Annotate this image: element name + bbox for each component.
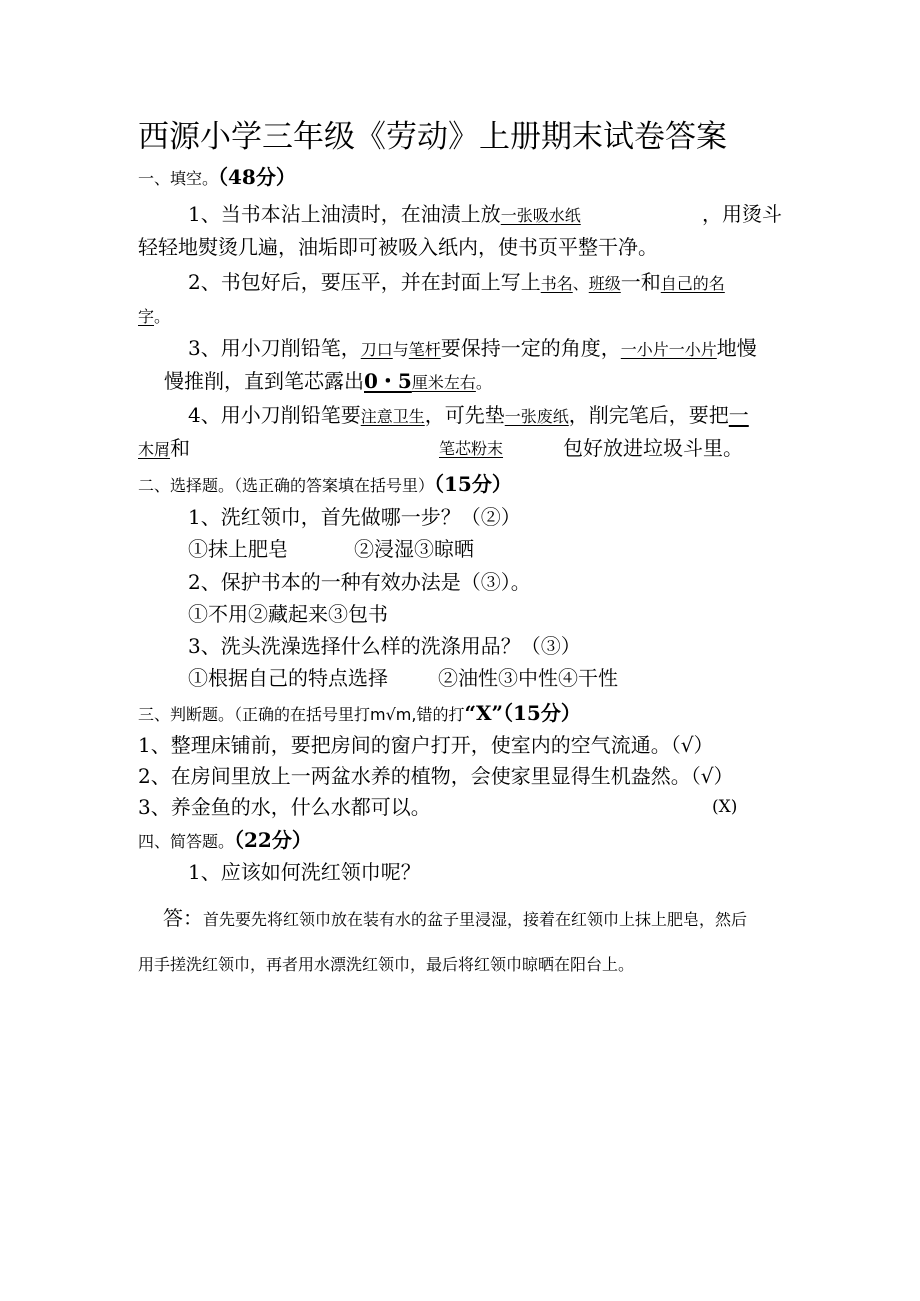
fill-q3-answer-1: 刀口 bbox=[360, 340, 393, 359]
fill-q4-answer-4: 笔芯粉末 bbox=[439, 439, 504, 458]
section-3-label: 三、判断题。（正确的在括号里打 bbox=[138, 705, 371, 724]
fill-q1-line1: 1、当书本沾上油渍时，在油渍上放一张吸水纸 bbox=[188, 202, 581, 226]
fill-q3-answer-4: 厘米左右 bbox=[411, 373, 476, 392]
section-1-score: （48分） bbox=[218, 165, 296, 189]
fill-q3-number: 0・5 bbox=[364, 369, 412, 393]
section-1-label: 一、填空。 bbox=[138, 169, 219, 188]
choice-q2-options: ①不用②藏起来③包书 bbox=[188, 602, 388, 626]
fill-q4-tail: 包好放进垃圾斗里。 bbox=[563, 436, 743, 460]
choice-q3: 3、洗头洗澡选择什么样的洗涤用品？（③） bbox=[188, 634, 581, 658]
fill-q2-line1: 2、书包好后，要压平，并在封面上写上书名、班级一和自己的名 bbox=[188, 270, 725, 294]
section-4-label: 四、简答题。 bbox=[138, 832, 235, 851]
fill-q1-line2: 轻轻地熨烫几遍，油垢即可被吸入纸内，使书页平整干净。 bbox=[138, 235, 658, 259]
judge-q2: 2、在房间里放上一两盆水养的植物，会使家里显得生机盎然。（√） bbox=[138, 764, 734, 788]
fill-q3-answer-2: 笔杆 bbox=[408, 340, 441, 359]
fill-q4-line2: 木屑和 bbox=[138, 436, 191, 460]
fill-q4-answer-2: 一张废纸 bbox=[504, 407, 569, 426]
choice-q2: 2、保护书本的一种有效办法是（③）。 bbox=[188, 570, 531, 594]
choice-q1-option-b: ②浸湿③晾晒 bbox=[354, 537, 474, 561]
fill-q4-answer-3: 一 bbox=[728, 403, 749, 427]
short-answer-line2: 用手搓洗红领巾，再者用水漂洗红领巾，最后将红领巾晾晒在阳台上。 bbox=[138, 955, 635, 974]
section-2-label: 二、选择题。（选正确的答案填在括号里） bbox=[138, 476, 435, 495]
choice-q1: 1、洗红领巾，首先做哪一步？（②） bbox=[188, 505, 521, 529]
fill-q2-answer-2: 班级 bbox=[588, 274, 621, 293]
short-answer-q1: 1、应该如何洗红领巾呢？ bbox=[188, 860, 421, 884]
section-3-score: （15分） bbox=[503, 701, 581, 725]
section-2-header bbox=[138, 474, 512, 494]
page-title: 西源小学三年级《劳动》上册期末试卷答案 bbox=[138, 119, 727, 155]
choice-q3-option-b: ②油性③中性④干性 bbox=[438, 666, 618, 690]
judge-q3: 3、养金鱼的水，什么水都可以。 bbox=[138, 795, 431, 819]
choice-q1-option-a: ①抹上肥皂 bbox=[188, 537, 288, 561]
fill-q2-answer-1: 书名 bbox=[540, 274, 573, 293]
section-4-header bbox=[138, 830, 312, 850]
section-1-header bbox=[138, 167, 296, 187]
fill-q3-line1: 3、用小刀削铅笔，刀口与笔杆要保持一定的角度，一小片一小片地慢 bbox=[188, 336, 757, 360]
section-4-score: （22分） bbox=[234, 828, 312, 852]
fill-q2-line2: 字。 bbox=[138, 307, 171, 326]
fill-q4-answer-1: 注意卫生 bbox=[360, 407, 425, 426]
section-3-header: 三、判断题。（正确的在括号里打m√m,错的打“X”（15分） bbox=[138, 701, 581, 725]
fill-q1-tail: ，用烫斗 bbox=[702, 202, 782, 226]
judge-q1: 1、整理床铺前，要把房间的窗户打开，使室内的空气流通。（√） bbox=[138, 733, 714, 757]
fill-q2-answer-3: 自己的名 bbox=[660, 274, 725, 293]
fill-q1-answer: 一张吸水纸 bbox=[500, 206, 581, 225]
fill-q3-line2: 慢推削，直到笔芯露出0・5厘米左右。 bbox=[164, 369, 492, 393]
fill-q4-line1: 4、用小刀削铅笔要注意卫生，可先垫一张废纸，削完笔后，要把一 bbox=[188, 403, 749, 427]
fill-q3-answer-3: 一小片一小片 bbox=[620, 340, 717, 359]
choice-q3-option-a: ①根据自己的特点选择 bbox=[188, 666, 388, 690]
short-answer-line1: 答：首先要先将红领巾放在装有水的盆子里浸湿，接着在红领巾上抹上肥皂，然后 bbox=[163, 906, 748, 930]
judge-q3-answer: (X) bbox=[712, 797, 738, 817]
answer-label: 答： bbox=[163, 906, 203, 930]
section-2-score: （15分） bbox=[434, 472, 512, 496]
